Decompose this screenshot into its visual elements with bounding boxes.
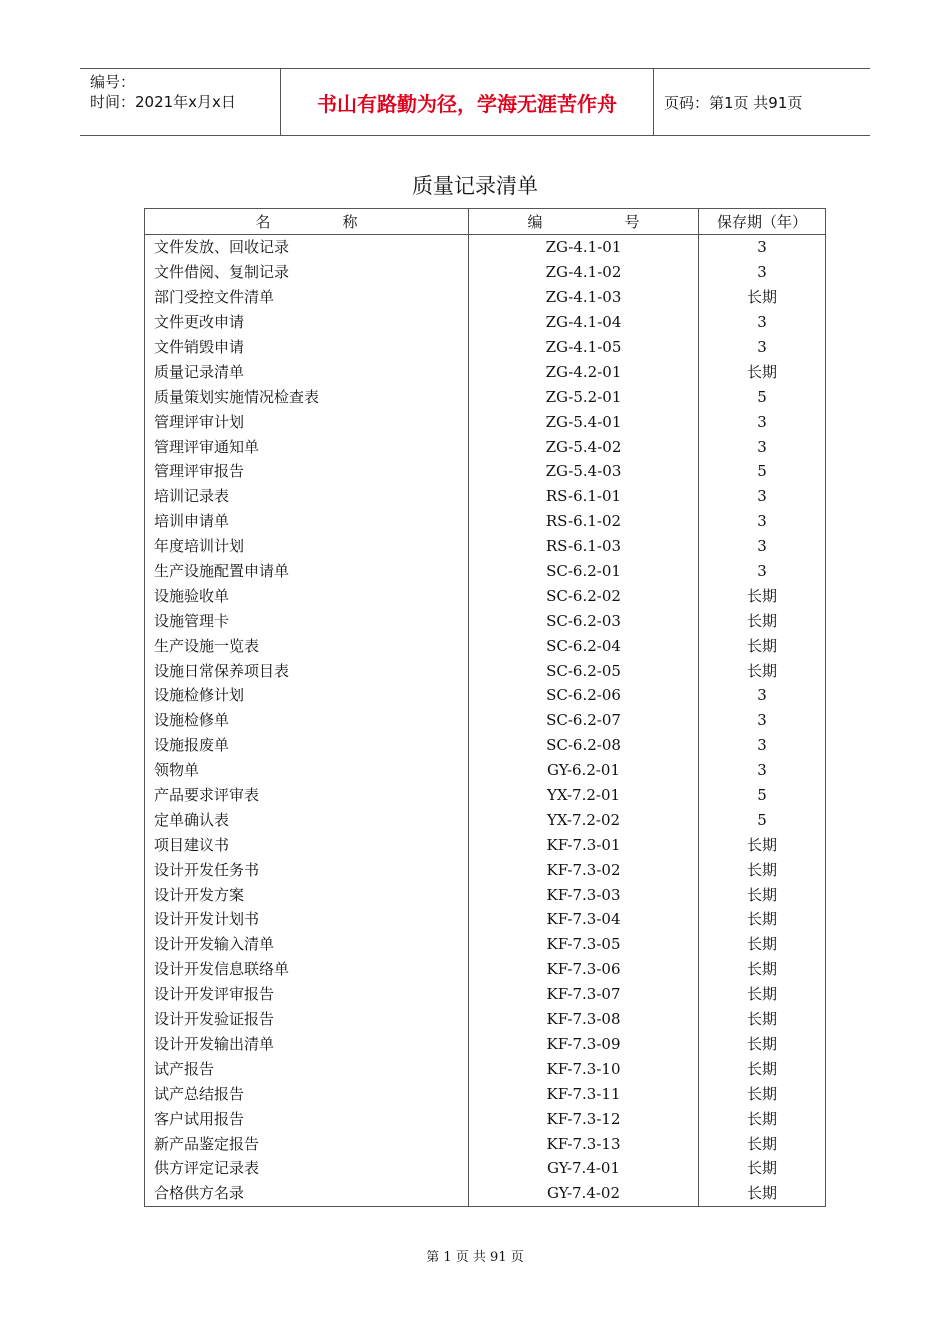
table-row bbox=[145, 758, 826, 783]
record-code: SC-6.2-04 bbox=[469, 633, 699, 658]
record-retention: 3 bbox=[699, 310, 826, 335]
record-retention: 长期 bbox=[699, 359, 826, 384]
page-footer: 第 1 页 共 91 页 bbox=[426, 1250, 524, 1265]
record-name: 设计开发信息联络单 bbox=[145, 957, 469, 982]
record-name: 设施检修单 bbox=[145, 708, 469, 733]
record-code: KF-7.3-12 bbox=[469, 1106, 699, 1131]
table-row bbox=[145, 783, 826, 808]
record-name: 领物单 bbox=[145, 758, 469, 783]
record-name: 文件销毁申请 bbox=[145, 335, 469, 360]
record-code: ZG-5.4-01 bbox=[469, 409, 699, 434]
record-code: KF-7.3-09 bbox=[469, 1032, 699, 1057]
record-name: 文件更改申请 bbox=[145, 310, 469, 335]
record-name: 培训申请单 bbox=[145, 509, 469, 534]
record-retention: 5 bbox=[699, 807, 826, 832]
record-retention: 3 bbox=[699, 484, 826, 509]
record-retention: 长期 bbox=[699, 907, 826, 932]
record-name: 管理评审计划 bbox=[145, 409, 469, 434]
record-retention: 3 bbox=[699, 434, 826, 459]
record-retention: 3 bbox=[699, 235, 826, 260]
header-code: 编 号 bbox=[469, 209, 699, 235]
table-row bbox=[145, 484, 826, 509]
record-code: SC-6.2-02 bbox=[469, 583, 699, 608]
record-name: 文件借阅、复制记录 bbox=[145, 260, 469, 285]
table-row bbox=[145, 907, 826, 932]
doc-time-label: 时间：2021年x月x日 bbox=[90, 93, 236, 111]
record-code: KF-7.3-07 bbox=[469, 982, 699, 1007]
table-row bbox=[145, 683, 826, 708]
record-code: ZG-4.1-05 bbox=[469, 335, 699, 360]
header-motto: 书山有路勤为径，学海无涯苦作舟 bbox=[281, 69, 654, 136]
record-code: KF-7.3-03 bbox=[469, 882, 699, 907]
record-name: 产品要求评审表 bbox=[145, 783, 469, 808]
table-row bbox=[145, 1056, 826, 1081]
record-code: SC-6.2-06 bbox=[469, 683, 699, 708]
record-code: GY-7.4-01 bbox=[469, 1156, 699, 1181]
record-retention: 长期 bbox=[699, 1032, 826, 1057]
table-row bbox=[145, 335, 826, 360]
table-row bbox=[145, 384, 826, 409]
record-name: 新产品鉴定报告 bbox=[145, 1131, 469, 1156]
record-code: KF-7.3-01 bbox=[469, 832, 699, 857]
table-row bbox=[145, 733, 826, 758]
record-name: 供方评定记录表 bbox=[145, 1156, 469, 1181]
record-code: ZG-4.1-02 bbox=[469, 260, 699, 285]
table-row bbox=[145, 235, 826, 260]
record-code: KF-7.3-04 bbox=[469, 907, 699, 932]
table-row bbox=[145, 932, 826, 957]
record-code: KF-7.3-11 bbox=[469, 1081, 699, 1106]
record-retention: 5 bbox=[699, 783, 826, 808]
record-name: 设计开发评审报告 bbox=[145, 982, 469, 1007]
table-row bbox=[145, 434, 826, 459]
record-retention: 5 bbox=[699, 384, 826, 409]
record-retention: 长期 bbox=[699, 957, 826, 982]
record-retention: 长期 bbox=[699, 1131, 826, 1156]
record-code: GY-6.2-01 bbox=[469, 758, 699, 783]
table-row bbox=[145, 857, 826, 882]
table-row bbox=[145, 1007, 826, 1032]
record-name: 设计开发方案 bbox=[145, 882, 469, 907]
record-name: 质量策划实施情况检查表 bbox=[145, 384, 469, 409]
record-code: KF-7.3-10 bbox=[469, 1056, 699, 1081]
table-row bbox=[145, 882, 826, 907]
record-code: KF-7.3-02 bbox=[469, 857, 699, 882]
record-retention: 3 bbox=[699, 409, 826, 434]
record-retention: 长期 bbox=[699, 1007, 826, 1032]
record-code: ZG-5.2-01 bbox=[469, 384, 699, 409]
table-row bbox=[145, 982, 826, 1007]
table-row bbox=[145, 1032, 826, 1057]
record-code: KF-7.3-06 bbox=[469, 957, 699, 982]
table-row bbox=[145, 1156, 826, 1181]
record-name: 设施管理卡 bbox=[145, 608, 469, 633]
table-row bbox=[145, 1081, 826, 1106]
record-code: ZG-4.1-01 bbox=[469, 235, 699, 260]
table-row bbox=[145, 807, 826, 832]
table-row bbox=[145, 658, 826, 683]
record-code: KF-7.3-13 bbox=[469, 1131, 699, 1156]
record-code: GY-7.4-02 bbox=[469, 1181, 699, 1206]
record-retention: 长期 bbox=[699, 583, 826, 608]
record-retention: 3 bbox=[699, 683, 826, 708]
table-row bbox=[145, 285, 826, 310]
record-code: RS-6.1-03 bbox=[469, 534, 699, 559]
record-retention: 5 bbox=[699, 459, 826, 484]
doc-code-label: 编号： bbox=[90, 73, 136, 91]
table-row bbox=[145, 509, 826, 534]
record-name: 生产设施一览表 bbox=[145, 633, 469, 658]
record-retention: 长期 bbox=[699, 1106, 826, 1131]
table-row bbox=[145, 1181, 826, 1206]
table-row bbox=[145, 559, 826, 584]
table-body bbox=[145, 235, 826, 1207]
document-title: 质量记录清单 bbox=[412, 174, 538, 198]
record-name: 设计开发验证报告 bbox=[145, 1007, 469, 1032]
record-code: ZG-5.4-03 bbox=[469, 459, 699, 484]
table-row bbox=[145, 359, 826, 384]
record-code: KF-7.3-08 bbox=[469, 1007, 699, 1032]
record-name: 客户试用报告 bbox=[145, 1106, 469, 1131]
record-retention: 长期 bbox=[699, 633, 826, 658]
records-table bbox=[144, 208, 826, 1207]
record-code: SC-6.2-03 bbox=[469, 608, 699, 633]
record-retention: 3 bbox=[699, 708, 826, 733]
record-name: 生产设施配置申请单 bbox=[145, 559, 469, 584]
record-code: ZG-4.2-01 bbox=[469, 359, 699, 384]
record-code: YX-7.2-01 bbox=[469, 783, 699, 808]
record-name: 文件发放、回收记录 bbox=[145, 235, 469, 260]
record-retention: 长期 bbox=[699, 932, 826, 957]
table-row bbox=[145, 260, 826, 285]
record-name: 设施验收单 bbox=[145, 583, 469, 608]
record-name: 试产总结报告 bbox=[145, 1081, 469, 1106]
record-code: ZG-5.4-02 bbox=[469, 434, 699, 459]
record-name: 质量记录清单 bbox=[145, 359, 469, 384]
record-code: RS-6.1-01 bbox=[469, 484, 699, 509]
record-code: ZG-4.1-03 bbox=[469, 285, 699, 310]
record-retention: 3 bbox=[699, 509, 826, 534]
record-name: 设计开发计划书 bbox=[145, 907, 469, 932]
page-header bbox=[80, 68, 870, 136]
table-row bbox=[145, 832, 826, 857]
record-name: 试产报告 bbox=[145, 1056, 469, 1081]
table-row bbox=[145, 957, 826, 982]
record-retention: 长期 bbox=[699, 1156, 826, 1181]
record-name: 管理评审通知单 bbox=[145, 434, 469, 459]
record-retention: 长期 bbox=[699, 1056, 826, 1081]
record-name: 合格供方名录 bbox=[145, 1181, 469, 1206]
record-name: 管理评审报告 bbox=[145, 459, 469, 484]
table-row bbox=[145, 534, 826, 559]
record-retention: 长期 bbox=[699, 658, 826, 683]
record-code: SC-6.2-01 bbox=[469, 559, 699, 584]
record-name: 设施检修计划 bbox=[145, 683, 469, 708]
table-row bbox=[145, 459, 826, 484]
table-row bbox=[145, 633, 826, 658]
record-name: 项目建议书 bbox=[145, 832, 469, 857]
record-code: SC-6.2-08 bbox=[469, 733, 699, 758]
record-retention: 3 bbox=[699, 534, 826, 559]
record-code: SC-6.2-07 bbox=[469, 708, 699, 733]
table-row bbox=[145, 608, 826, 633]
record-retention: 长期 bbox=[699, 1081, 826, 1106]
record-retention: 长期 bbox=[699, 882, 826, 907]
record-name: 定单确认表 bbox=[145, 807, 469, 832]
record-retention: 长期 bbox=[699, 857, 826, 882]
table-row bbox=[145, 708, 826, 733]
record-code: RS-6.1-02 bbox=[469, 509, 699, 534]
record-retention: 3 bbox=[699, 559, 826, 584]
record-name: 设计开发输入清单 bbox=[145, 932, 469, 957]
record-code: YX-7.2-02 bbox=[469, 807, 699, 832]
header-name: 名 称 bbox=[145, 209, 469, 235]
record-name: 培训记录表 bbox=[145, 484, 469, 509]
record-retention: 3 bbox=[699, 733, 826, 758]
record-code: SC-6.2-05 bbox=[469, 658, 699, 683]
header-page-info: 页码：第1页 共91页 bbox=[664, 94, 803, 112]
record-code: KF-7.3-05 bbox=[469, 932, 699, 957]
record-name: 设施日常保养项目表 bbox=[145, 658, 469, 683]
record-retention: 长期 bbox=[699, 1181, 826, 1206]
record-retention: 3 bbox=[699, 335, 826, 360]
table-row bbox=[145, 310, 826, 335]
header-retention: 保存期（年） bbox=[699, 209, 826, 235]
table-row bbox=[145, 409, 826, 434]
record-retention: 3 bbox=[699, 758, 826, 783]
table-row bbox=[145, 1106, 826, 1131]
record-retention: 长期 bbox=[699, 832, 826, 857]
record-retention: 长期 bbox=[699, 285, 826, 310]
header-meta bbox=[80, 69, 281, 136]
record-name: 年度培训计划 bbox=[145, 534, 469, 559]
record-name: 部门受控文件清单 bbox=[145, 285, 469, 310]
table-header-row bbox=[145, 209, 826, 235]
record-name: 设计开发任务书 bbox=[145, 857, 469, 882]
table-row bbox=[145, 1131, 826, 1156]
record-code: ZG-4.1-04 bbox=[469, 310, 699, 335]
table-row bbox=[145, 583, 826, 608]
record-retention: 长期 bbox=[699, 608, 826, 633]
record-name: 设计开发输出清单 bbox=[145, 1032, 469, 1057]
record-name: 设施报废单 bbox=[145, 733, 469, 758]
record-retention: 3 bbox=[699, 260, 826, 285]
record-retention: 长期 bbox=[699, 982, 826, 1007]
